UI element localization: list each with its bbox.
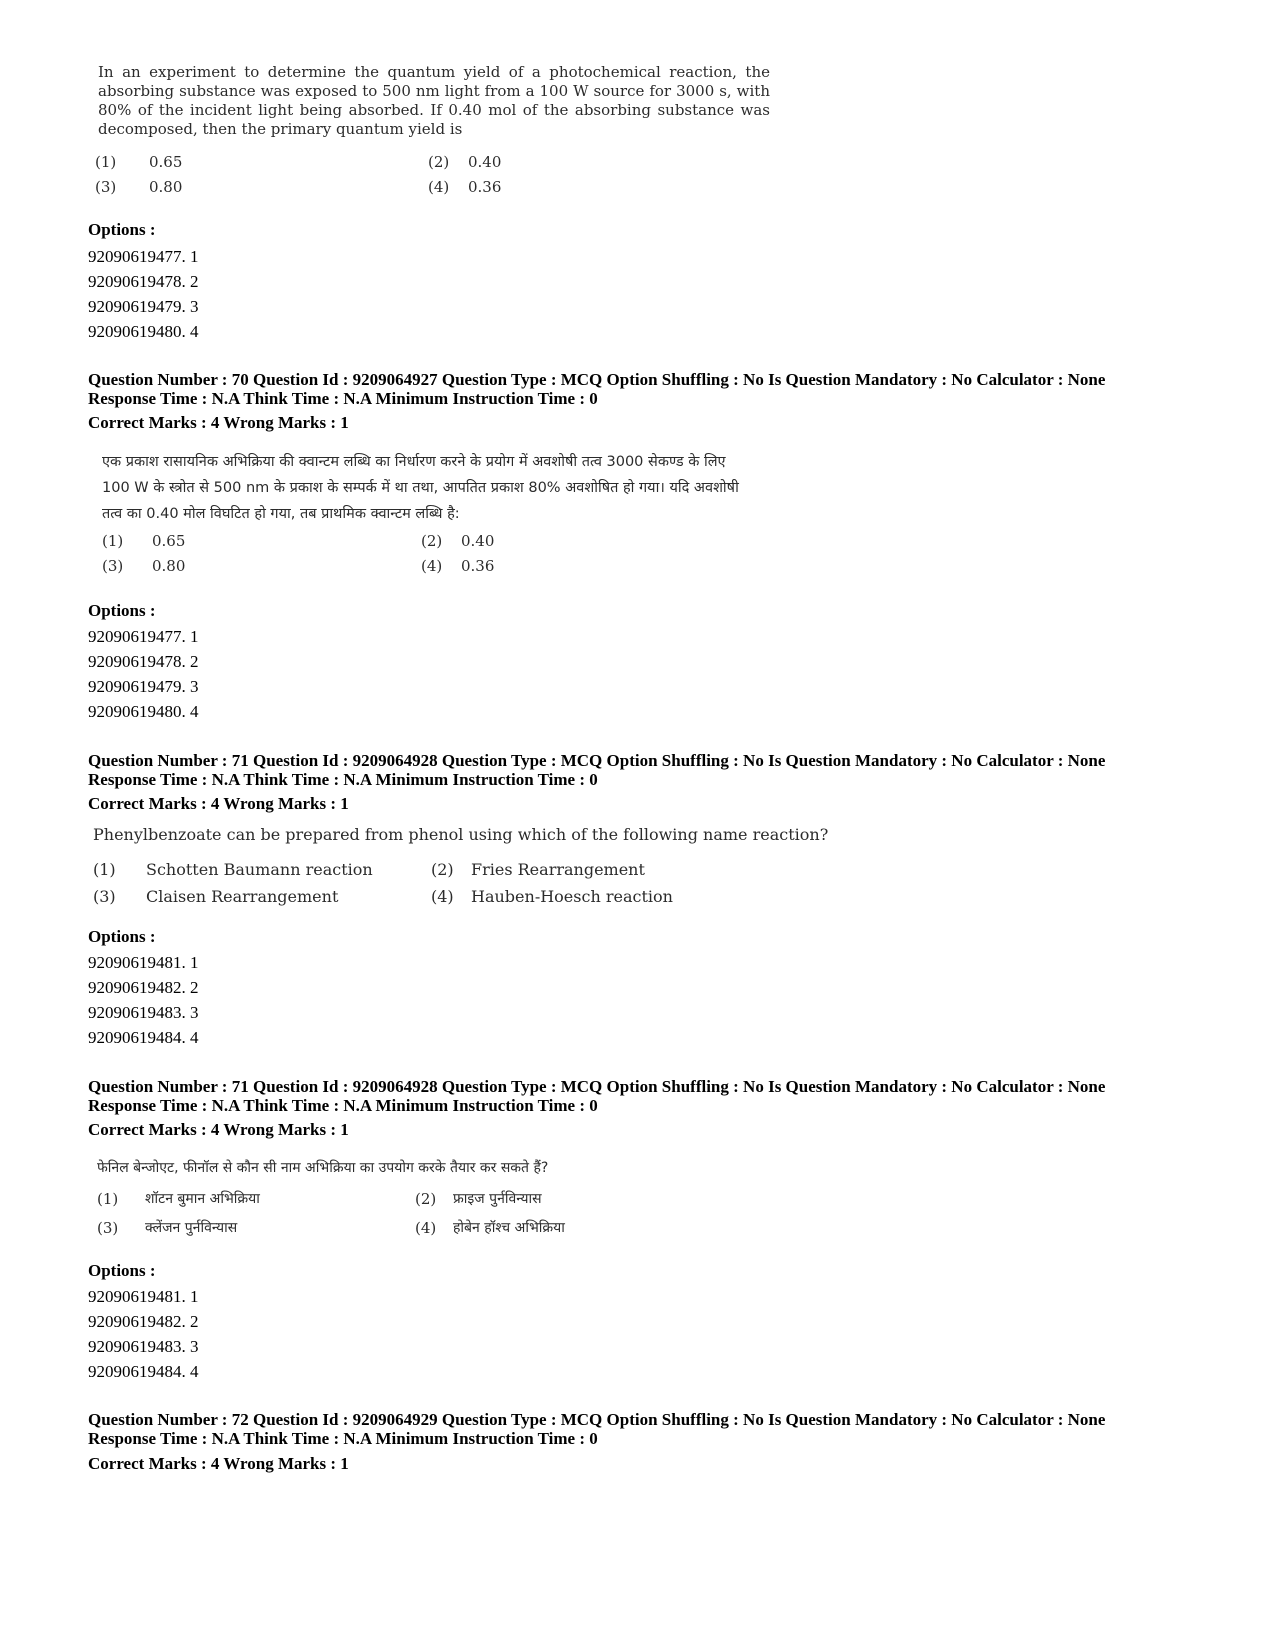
option-item: 92090619482. 2 [88, 978, 199, 997]
options-label: Options : [88, 1261, 156, 1280]
question-marks: Correct Marks : 4 Wrong Marks : 1 [88, 794, 349, 813]
choice-num: (4) [428, 178, 450, 196]
options-list [88, 624, 199, 724]
option-item: 92090619477. 1 [88, 627, 199, 646]
options-list [88, 950, 199, 1050]
q70-choices [102, 532, 522, 584]
option-item: 92090619481. 1 [88, 953, 199, 972]
question-line: एक प्रकाश रासायनिक अभिक्रिया की क्वान्टम लब्धि का निर्धारण करने के प्रयोग में अवशोषी तत्व 3000 सेकण्ड के लिए [102, 454, 726, 470]
options-list [88, 1284, 199, 1384]
option-item: 92090619478. 2 [88, 272, 199, 291]
choice-num: (3) [95, 178, 117, 196]
question-timing: Response Time : N.A Think Time : N.A Minimum Instruction Time : 0 [88, 1429, 598, 1448]
choice-value: 0.80 [152, 557, 186, 575]
option-item: 92090619479. 3 [88, 677, 199, 696]
question-meta: Question Number : 71 Question Id : 9209064928 Question Type : MCQ Option Shuffling : No Is Question Mandatory : No Calculator : None [88, 1077, 1106, 1096]
question-marks: Correct Marks : 4 Wrong Marks : 1 [88, 1454, 349, 1473]
question-line: 100 W के स्त्रोत से 500 nm के प्रकाश के सम्पर्क में था तथा, आपतित प्रकाश 80% अवशोषित हो गया। यदि अवशोषी [102, 480, 739, 496]
option-item: 92090619479. 3 [88, 297, 199, 316]
q70-question-text [102, 449, 782, 527]
choice-value: 0.36 [468, 178, 502, 196]
question-timing: Response Time : N.A Think Time : N.A Minimum Instruction Time : 0 [88, 770, 598, 789]
question-marks: Correct Marks : 4 Wrong Marks : 1 [88, 1120, 349, 1139]
question-meta: Question Number : 70 Question Id : 9209064927 Question Type : MCQ Option Shuffling : No Is Question Mandatory : No Calculator : None [88, 370, 1106, 389]
choice-value: शॉटन बुमान अभिक्रिया [145, 1191, 260, 1207]
question-meta: Question Number : 72 Question Id : 9209064929 Question Type : MCQ Option Shuffling : No Is Question Mandatory : No Calculator : None [88, 1410, 1106, 1429]
option-item: 92090619481. 1 [88, 1287, 199, 1306]
choice-num: (2) [421, 532, 443, 550]
choice-num: (4) [415, 1219, 437, 1237]
options-label: Options : [88, 220, 156, 239]
choice-value: फ्राइज पुर्नविन्यास [453, 1191, 542, 1207]
choice-value: 0.36 [461, 557, 495, 575]
options-list [88, 244, 199, 344]
option-item: 92090619483. 3 [88, 1337, 199, 1356]
q69-question-text: In an experiment to determine the quantum yield of a photochemical reaction, the absorbing substance was exposed to 500 nm light from a 100 W source for 3000 s, with 80% of the incident light being absorbed. If 0.40 mol of the absorbing substance was decomposed, then the primary quantum yield is [98, 63, 770, 138]
question-timing: Response Time : N.A Think Time : N.A Minimum Instruction Time : 0 [88, 1096, 598, 1115]
choice-value: Claisen Rearrangement [146, 887, 339, 906]
choice-num: (3) [93, 887, 116, 906]
choice-num: (2) [415, 1190, 437, 1208]
q69-choices [95, 153, 515, 205]
choice-num: (4) [431, 887, 454, 906]
choice-value: Hauben-Hoesch reaction [471, 887, 673, 906]
question-marks: Correct Marks : 4 Wrong Marks : 1 [88, 413, 349, 432]
choice-num: (2) [431, 860, 454, 879]
choice-num: (1) [95, 153, 117, 171]
q71-hindi-choices [97, 1189, 697, 1249]
choice-value: 0.40 [468, 153, 502, 171]
question-line: तत्व का 0.40 मोल विघटित हो गया, तब प्राथमिक क्वान्टम लब्धि है: [102, 506, 460, 522]
option-item: 92090619483. 3 [88, 1003, 199, 1022]
option-item: 92090619477. 1 [88, 247, 199, 266]
choice-num: (3) [102, 557, 124, 575]
option-item: 92090619484. 4 [88, 1028, 199, 1047]
option-item: 92090619478. 2 [88, 652, 199, 671]
options-label: Options : [88, 927, 156, 946]
options-label: Options : [88, 601, 156, 620]
choice-value: Fries Rearrangement [471, 860, 645, 879]
q71-hindi-question-text: फेनिल बेन्जोएट, फीनॉल से कौन सी नाम अभिक्रिया का उपयोग करके तैयार कर सकते हैं? [97, 1160, 549, 1176]
choice-num: (1) [97, 1190, 119, 1208]
choice-value: 0.80 [149, 178, 183, 196]
choice-num: (1) [93, 860, 116, 879]
question-meta: Question Number : 71 Question Id : 9209064928 Question Type : MCQ Option Shuffling : No Is Question Mandatory : No Calculator : None [88, 751, 1106, 770]
choice-value: क्लेंजन पुर्नविन्यास [145, 1220, 238, 1236]
q71-question-text: Phenylbenzoate can be prepared from phenol using which of the following name reaction? [93, 825, 829, 844]
option-item: 92090619480. 4 [88, 322, 199, 341]
choice-value: Schotten Baumann reaction [146, 860, 373, 879]
choice-num: (3) [97, 1219, 119, 1237]
choice-value: 0.65 [149, 153, 183, 171]
choice-value: 0.65 [152, 532, 186, 550]
question-timing: Response Time : N.A Think Time : N.A Minimum Instruction Time : 0 [88, 389, 598, 408]
option-item: 92090619480. 4 [88, 702, 199, 721]
choice-num: (4) [421, 557, 443, 575]
choice-value: होबेन हॉश्च अभिक्रिया [453, 1220, 565, 1236]
option-item: 92090619484. 4 [88, 1362, 199, 1381]
choice-num: (1) [102, 532, 124, 550]
choice-num: (2) [428, 153, 450, 171]
option-item: 92090619482. 2 [88, 1312, 199, 1331]
q71-choices [93, 860, 693, 916]
choice-value: 0.40 [461, 532, 495, 550]
